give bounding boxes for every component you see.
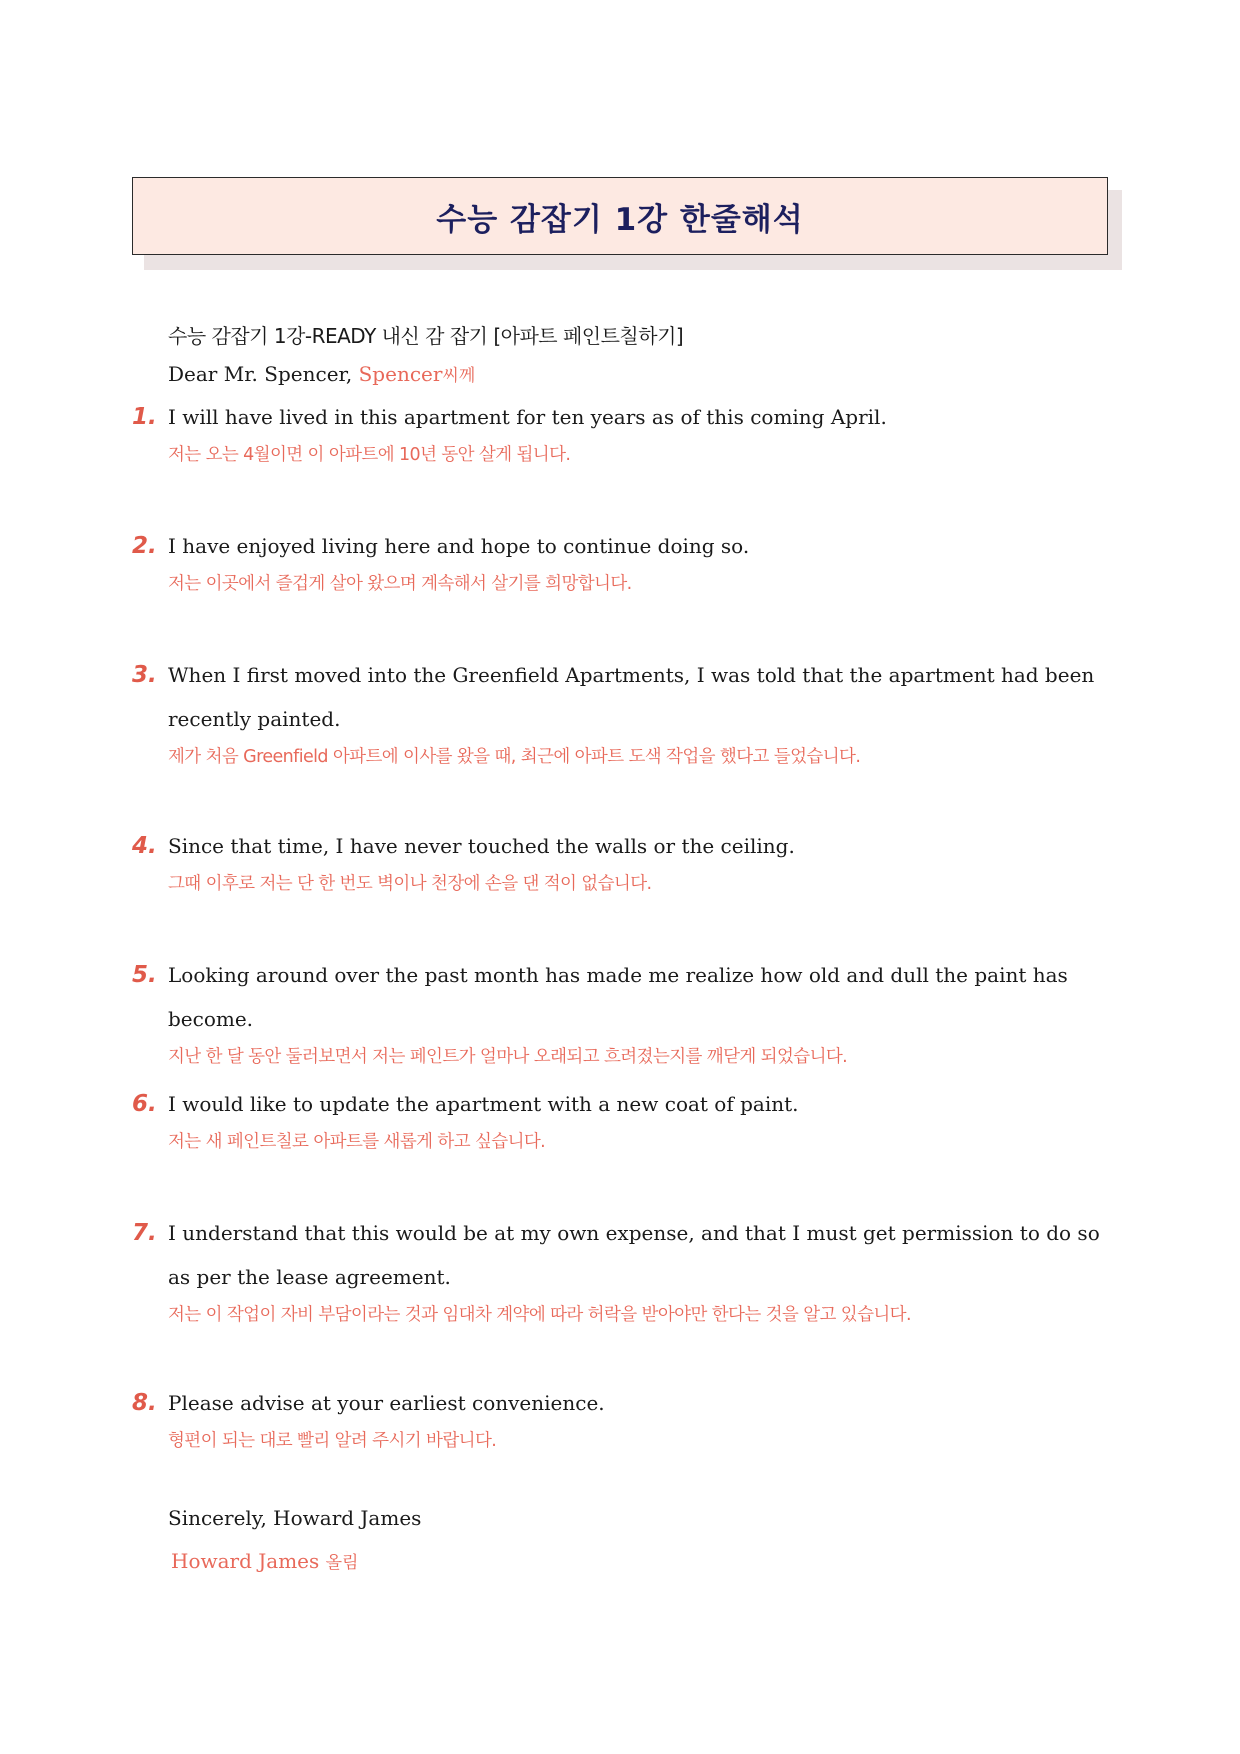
sentence-item-5: [132, 960, 1112, 1068]
sentence-number: 5.: [132, 962, 157, 988]
sentence-number: 1.: [132, 404, 157, 430]
signature-ko: [171, 1548, 358, 1573]
sentence-english: When I first moved into the Greenfield Apartments, I was told that the apartment had been recently painted.: [168, 663, 1095, 731]
signature-name: Howard James: [171, 1549, 320, 1573]
sentence-english: I would like to update the apartment with a new coat of paint.: [168, 1092, 799, 1116]
sentence-item-1: [132, 402, 1112, 466]
sentence-item-7: [132, 1218, 1112, 1326]
sentence-korean: 저는 새 페인트칠로 아파트를 새롭게 하고 싶습니다.: [168, 1132, 546, 1152]
sentence-english: Please advise at your earliest convenience.: [168, 1391, 605, 1415]
greeting-line: [168, 361, 475, 386]
title-box: [132, 177, 1108, 255]
sentence-english: I understand that this would be at my own expense, and that I must get permission to do so as per the lease agreement.: [168, 1221, 1100, 1289]
sentence-english: Since that time, I have never touched the walls or the ceiling.: [168, 834, 795, 858]
sentence-english: Looking around over the past month has made me realize how old and dull the paint has become.: [168, 963, 1068, 1031]
sentence-number: 6.: [132, 1091, 157, 1117]
sentence-korean: 저는 이 작업이 자비 부담이라는 것과 임대차 계약에 따라 허락을 받아야만 한다는 것을 알고 있습니다.: [168, 1305, 911, 1325]
sentence-english: I have enjoyed living here and hope to continue doing so.: [168, 534, 750, 558]
sentence-item-3: [132, 660, 1112, 768]
page-title: 수능 감잡기 1강 한줄해석: [436, 201, 804, 238]
lesson-subtitle: 수능 감잡기 1강-READY 내신 감 잡기 [아파트 페인트칠하기]: [168, 324, 684, 348]
sentence-korean: 형편이 되는 대로 빨리 알려 주시기 바랍니다.: [168, 1431, 497, 1451]
sentence-english: I will have lived in this apartment for ten years as of this coming April.: [168, 405, 887, 429]
sentence-korean: 제가 처음 Greenfield 아파트에 이사를 왔을 때, 최근에 아파트 도색 작업을 했다고 들었습니다.: [168, 747, 861, 767]
sentence-item-8: [132, 1388, 1112, 1452]
sentence-number: 7.: [132, 1220, 157, 1246]
sentence-korean: 저는 이곳에서 즐겁게 살아 왔으며 계속해서 살기를 희망합니다.: [168, 574, 632, 594]
greeting-ko-name: Spencer: [358, 362, 443, 386]
sentence-number: 3.: [132, 662, 157, 688]
sentence-korean: 그때 이후로 저는 단 한 번도 벽이나 천장에 손을 댄 적이 없습니다.: [168, 874, 652, 894]
sentence-number: 4.: [132, 833, 157, 859]
sentence-item-2: [132, 531, 1112, 595]
closing-line: Sincerely, Howard James: [168, 1506, 422, 1530]
sentence-korean: 저는 오는 4월이면 이 아파트에 10년 동안 살게 됩니다.: [168, 445, 571, 465]
sentence-number: 2.: [132, 533, 157, 559]
sentence-korean: 지난 한 달 동안 둘러보면서 저는 페인트가 얼마나 오래되고 흐려졌는지를 깨닫게 되었습니다.: [168, 1047, 848, 1067]
greeting-ko-suffix: 씨께: [442, 366, 476, 386]
sentence-item-4: [132, 831, 1112, 895]
sentence-item-6: [132, 1089, 1112, 1153]
sentence-number: 8.: [132, 1390, 157, 1416]
greeting-en: Dear Mr. Spencer,: [168, 362, 353, 386]
signature-suffix: 올림: [325, 1553, 359, 1573]
